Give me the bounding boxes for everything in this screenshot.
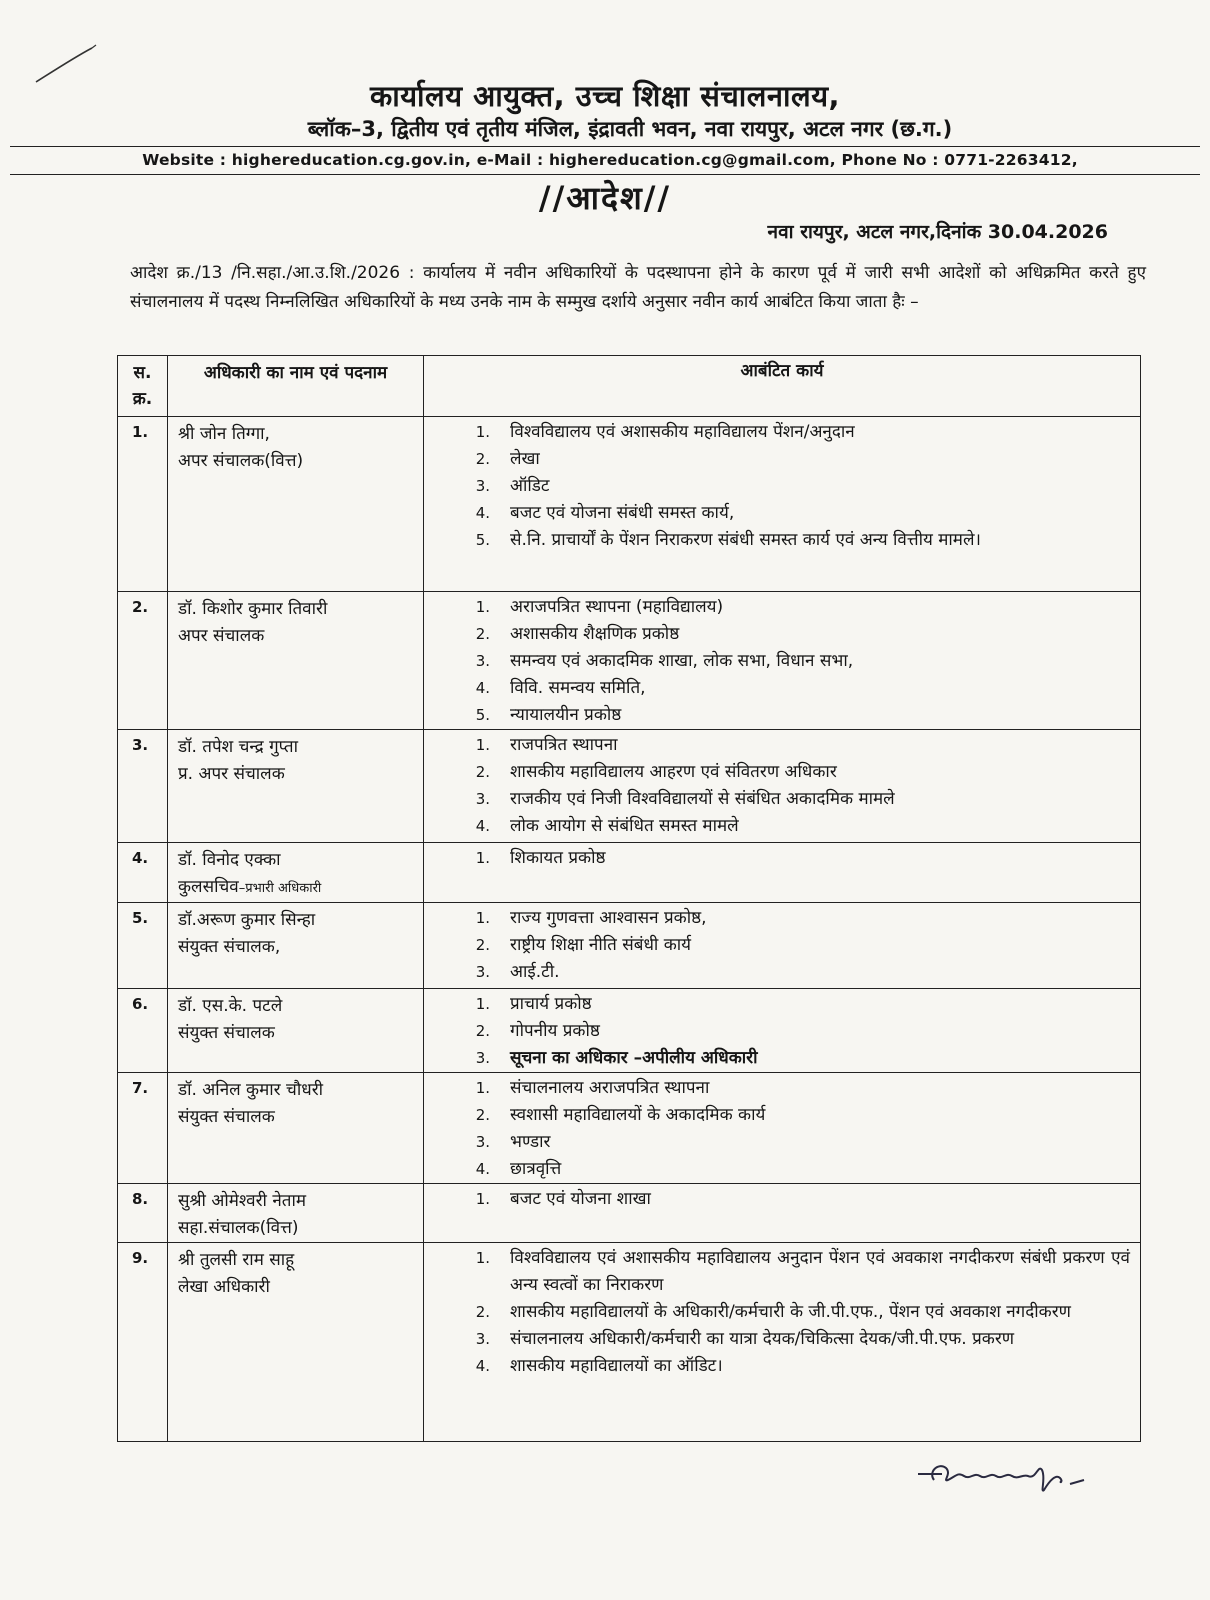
row-duties	[424, 989, 1141, 1073]
duty-item	[424, 1245, 1130, 1299]
row-duties	[424, 1243, 1141, 1442]
duty-number: 4.	[475, 817, 490, 835]
office-contact: Website : highereducation.cg.gov.in, e-Mail : highereducation.cg@gmail.com, Phone No : 0771-2263412,	[142, 151, 1078, 169]
row-duties	[424, 730, 1141, 843]
officer-designation: सहा.संचालक(वित्त)	[178, 1218, 299, 1238]
table-header-row	[118, 356, 1141, 417]
row-duties	[424, 592, 1141, 730]
duty-text: लोक आयोग से संबंधित समस्त मामले	[510, 816, 739, 836]
duty-list	[424, 1075, 1130, 1183]
duty-number: 2.	[475, 450, 490, 468]
duty-number: 3.	[475, 790, 490, 808]
duty-number: 3.	[475, 963, 490, 981]
duty-number: 5.	[475, 531, 490, 549]
duty-number: 3.	[475, 1330, 490, 1348]
officer-designation: प्र. अपर संचालक	[178, 764, 285, 784]
duty-item	[424, 786, 1130, 813]
duty-text: विवि. समन्वय समिति,	[510, 678, 646, 698]
duty-item	[424, 1018, 1130, 1045]
officer-name: डॉ. एस.के. पटले	[178, 996, 283, 1016]
order-title: //आदेश//	[538, 179, 672, 217]
duty-text: संचालनालय अधिकारी/कर्मचारी का यात्रा देयक/चिकित्सा देयक/जी.पी.एफ. प्रकरण	[510, 1329, 1015, 1349]
duty-item	[424, 1045, 1130, 1072]
duty-text: राजपत्रित स्थापना	[510, 735, 618, 755]
duty-list	[424, 991, 1130, 1072]
duty-item	[424, 845, 1130, 872]
duty-number: 2.	[475, 1106, 490, 1124]
row-serial: 7.	[118, 1073, 168, 1184]
row-serial: 6.	[118, 989, 168, 1073]
office-title: कार्यालय आयुक्त, उच्च शिक्षा संचालनालय,	[369, 79, 841, 113]
row-duties	[424, 1073, 1141, 1184]
duty-text: सूचना का अधिकार –अपीलीय अधिकारी	[510, 1048, 758, 1068]
table-body	[118, 417, 1141, 1442]
duty-item	[424, 1299, 1130, 1326]
duty-text: न्यायालयीन प्रकोष्ठ	[510, 705, 622, 725]
duty-number: 2.	[475, 625, 490, 643]
officer-name: डॉ. किशोर कुमार तिवारी	[178, 599, 328, 619]
table-row	[118, 417, 1141, 592]
duty-item	[424, 932, 1130, 959]
row-serial: 1.	[118, 417, 168, 592]
duty-list	[424, 594, 1130, 729]
duty-text: राजकीय एवं निजी विश्वविद्यालयों से संबंधित अकादमिक मामले	[510, 789, 895, 809]
row-serial: 5.	[118, 903, 168, 989]
officer-name: डॉ. विनोद एक्का	[178, 850, 281, 870]
duty-text: बजट एवं योजना शाखा	[510, 1189, 651, 1209]
duty-text: गोपनीय प्रकोष्ठ	[510, 1021, 600, 1041]
duty-number: 4.	[475, 1160, 490, 1178]
table-row	[118, 1243, 1141, 1442]
duty-text: राज्य गुणवत्ता आश्वासन प्रकोष्ठ,	[510, 908, 707, 928]
officer-name: डॉ. अनिल कुमार चौधरी	[178, 1080, 324, 1100]
row-duties	[424, 843, 1141, 903]
table-row	[118, 903, 1141, 989]
row-officer	[168, 730, 424, 843]
duty-item	[424, 621, 1130, 648]
row-duties	[424, 417, 1141, 592]
officer-designation: अपर संचालक	[178, 626, 265, 646]
duty-number: 1.	[475, 909, 490, 927]
duty-item	[424, 648, 1130, 675]
duty-number: 1.	[475, 423, 490, 441]
row-officer	[168, 1243, 424, 1442]
officer-designation-line	[178, 448, 423, 475]
officer-designation: कुलसचिव	[178, 877, 239, 897]
duty-number: 2.	[475, 936, 490, 954]
row-duties	[424, 903, 1141, 989]
duty-item	[424, 594, 1130, 621]
header-serial: स. क्र.	[118, 356, 168, 417]
officer-signature	[912, 1450, 1092, 1500]
duty-list	[424, 845, 1130, 872]
row-serial: 4.	[118, 843, 168, 903]
duty-item	[424, 991, 1130, 1018]
duty-text: भण्डार	[510, 1132, 551, 1152]
officer-designation-line	[178, 623, 423, 650]
duty-number: 2.	[475, 1022, 490, 1040]
table-row	[118, 989, 1141, 1073]
officer-name: सुश्री ओमेश्वरी नेताम	[178, 1191, 307, 1211]
duty-text: शासकीय महाविद्यालयों के अधिकारी/कर्मचारी के जी.पी.एफ., पेंशन एवं अवकाश नगदीकरण	[510, 1302, 1071, 1322]
row-officer	[168, 592, 424, 730]
duty-text: शासकीय महाविद्यालय आहरण एवं संवितरण अधिकार	[510, 762, 837, 782]
officer-designation-line	[178, 874, 423, 902]
duty-item	[424, 905, 1130, 932]
allocation-table	[117, 355, 1141, 1442]
duty-item	[424, 813, 1130, 840]
duty-item	[424, 702, 1130, 729]
duty-list	[424, 732, 1130, 840]
officer-designation-line	[178, 1020, 423, 1047]
duty-number: 1.	[475, 598, 490, 616]
duty-text: लेखा	[510, 449, 540, 469]
duty-number: 1.	[475, 1079, 490, 1097]
duty-number: 4.	[475, 1357, 490, 1375]
row-officer	[168, 903, 424, 989]
duty-text: समन्वय एवं अकादमिक शाखा, लोक सभा, विधान सभा,	[510, 651, 854, 671]
officer-designation: संयुक्त संचालक	[178, 1107, 275, 1127]
duty-text: संचालनालय अराजपत्रित स्थापना	[510, 1078, 710, 1098]
row-serial: 8.	[118, 1184, 168, 1243]
row-officer	[168, 989, 424, 1073]
duty-text: शिकायत प्रकोष्ठ	[510, 848, 606, 868]
row-officer	[168, 1073, 424, 1184]
header-officer: अधिकारी का नाम एवं पदनाम	[168, 356, 424, 417]
officer-designation-line	[178, 1104, 423, 1131]
order-intro: आदेश क्र./13 /नि.सहा./आ.उ.शि./2026 : कार्यालय में नवीन अधिकारियों के पदस्थापना होने के कारण पूर्व में जारी सभी आदेशों को अधिक्रमित करते हुए संचालनालय में पदस्थ निम्नलिखित अधिकारियों के मध्य उनके नाम के सम्मुख दर्शाये अनुसार नवीन कार्य आबंटित किया जाता हैः –	[130, 263, 1146, 312]
officer-designation: लेखा अधिकारी	[178, 1277, 270, 1297]
duty-text: शासकीय महाविद्यालयों का ऑडिट।	[510, 1356, 723, 1376]
duty-text: छात्रवृत्ति	[510, 1159, 562, 1179]
header-rule-bottom	[10, 174, 1200, 175]
duty-number: 1.	[475, 1190, 490, 1208]
duty-item	[424, 732, 1130, 759]
duty-item	[424, 1129, 1130, 1156]
duty-list	[424, 1186, 1130, 1213]
officer-designation: अपर संचालक(वित्त)	[178, 451, 304, 471]
duty-item	[424, 500, 1130, 527]
duty-item	[424, 759, 1130, 786]
duty-number: 4.	[475, 504, 490, 522]
duty-number: 3.	[475, 477, 490, 495]
duty-text: विश्वविद्यालय एवं अशासकीय महाविद्यालय अनुदान पेंशन एवं अवकाश नगदीकरण संबंधी प्रकरण एवं अन्य स्वत्वों का निराकरण	[510, 1248, 1130, 1295]
duty-number: 1.	[475, 1249, 490, 1267]
officer-name: डॉ.अरूण कुमार सिन्हा	[178, 910, 316, 930]
duty-item	[424, 1353, 1130, 1380]
duty-text: राष्ट्रीय शिक्षा नीति संबंधी कार्य	[510, 935, 692, 955]
duty-text: बजट एवं योजना संबंधी समस्त कार्य,	[510, 503, 735, 523]
duty-item	[424, 419, 1130, 446]
duty-text: प्राचार्य प्रकोष्ठ	[510, 994, 592, 1014]
duty-item	[424, 1186, 1130, 1213]
officer-designation-line	[178, 934, 423, 961]
table-row	[118, 843, 1141, 903]
duty-item	[424, 675, 1130, 702]
row-officer	[168, 417, 424, 592]
row-duties	[424, 1184, 1141, 1243]
officer-designation-line	[178, 761, 423, 788]
table-row	[118, 1073, 1141, 1184]
duty-number: 3.	[475, 652, 490, 670]
duty-text: स्वशासी महाविद्यालयों के अकादमिक कार्य	[510, 1105, 766, 1125]
duty-text: आई.टी.	[510, 962, 560, 982]
officer-name: श्री तुलसी राम साहू	[178, 1250, 295, 1270]
duty-text: अराजपत्रित स्थापना (महाविद्यालय)	[510, 597, 724, 617]
duty-number: 1.	[475, 995, 490, 1013]
duty-text: ऑडिट	[510, 476, 550, 496]
header-work: आबंटित कार्य	[424, 356, 1141, 417]
duty-number: 3.	[475, 1049, 490, 1067]
officer-designation: संयुक्त संचालक,	[178, 937, 281, 957]
office-address: ब्लॉक–3, द्वितीय एवं तृतीय मंजिल, इंद्रावती भवन, नवा रायपुर, अटल नगर (छ.ग.)	[307, 117, 953, 141]
duty-text: अशासकीय शैक्षणिक प्रकोष्ठ	[510, 624, 680, 644]
table-row	[118, 1184, 1141, 1243]
duty-list	[424, 905, 1130, 986]
duty-number: 1.	[475, 849, 490, 867]
duty-item	[424, 473, 1130, 500]
duty-item	[424, 1102, 1130, 1129]
duty-item	[424, 959, 1130, 986]
officer-name: डॉ. तपेश चन्द्र गुप्ता	[178, 737, 298, 757]
officer-designation-suffix: –प्रभारी अधिकारी	[238, 881, 322, 896]
row-serial: 9.	[118, 1243, 168, 1442]
row-officer	[168, 1184, 424, 1243]
duty-number: 2.	[475, 763, 490, 781]
officer-designation-line	[178, 1215, 423, 1242]
duty-number: 2.	[475, 1303, 490, 1321]
duty-item	[424, 1326, 1130, 1353]
duty-number: 5.	[475, 706, 490, 724]
duty-text: से.नि. प्राचार्यों के पेंशन निराकरण संबंधी समस्त कार्य एवं अन्य वित्तीय मामले।	[510, 530, 981, 550]
duty-item	[424, 527, 1130, 554]
duty-number: 4.	[475, 679, 490, 697]
duty-item	[424, 446, 1130, 473]
officer-name: श्री जोन तिग्गा,	[178, 424, 270, 444]
table-row	[118, 730, 1141, 843]
duty-list	[424, 419, 1130, 554]
duty-number: 1.	[475, 736, 490, 754]
row-officer	[168, 843, 424, 903]
order-dateline: नवा रायपुर, अटल नगर,दिनांक 30.04.2026	[767, 221, 1108, 243]
row-serial: 3.	[118, 730, 168, 843]
duty-number: 3.	[475, 1133, 490, 1151]
duty-text: विश्वविद्यालय एवं अशासकीय महाविद्यालय पेंशन/अनुदान	[510, 422, 855, 442]
duty-item	[424, 1156, 1130, 1183]
header-rule-top	[10, 146, 1200, 147]
table-row	[118, 592, 1141, 730]
duty-list	[424, 1245, 1130, 1380]
officer-designation-line	[178, 1274, 423, 1301]
duty-item	[424, 1075, 1130, 1102]
officer-designation: संयुक्त संचालक	[178, 1023, 275, 1043]
row-serial: 2.	[118, 592, 168, 730]
